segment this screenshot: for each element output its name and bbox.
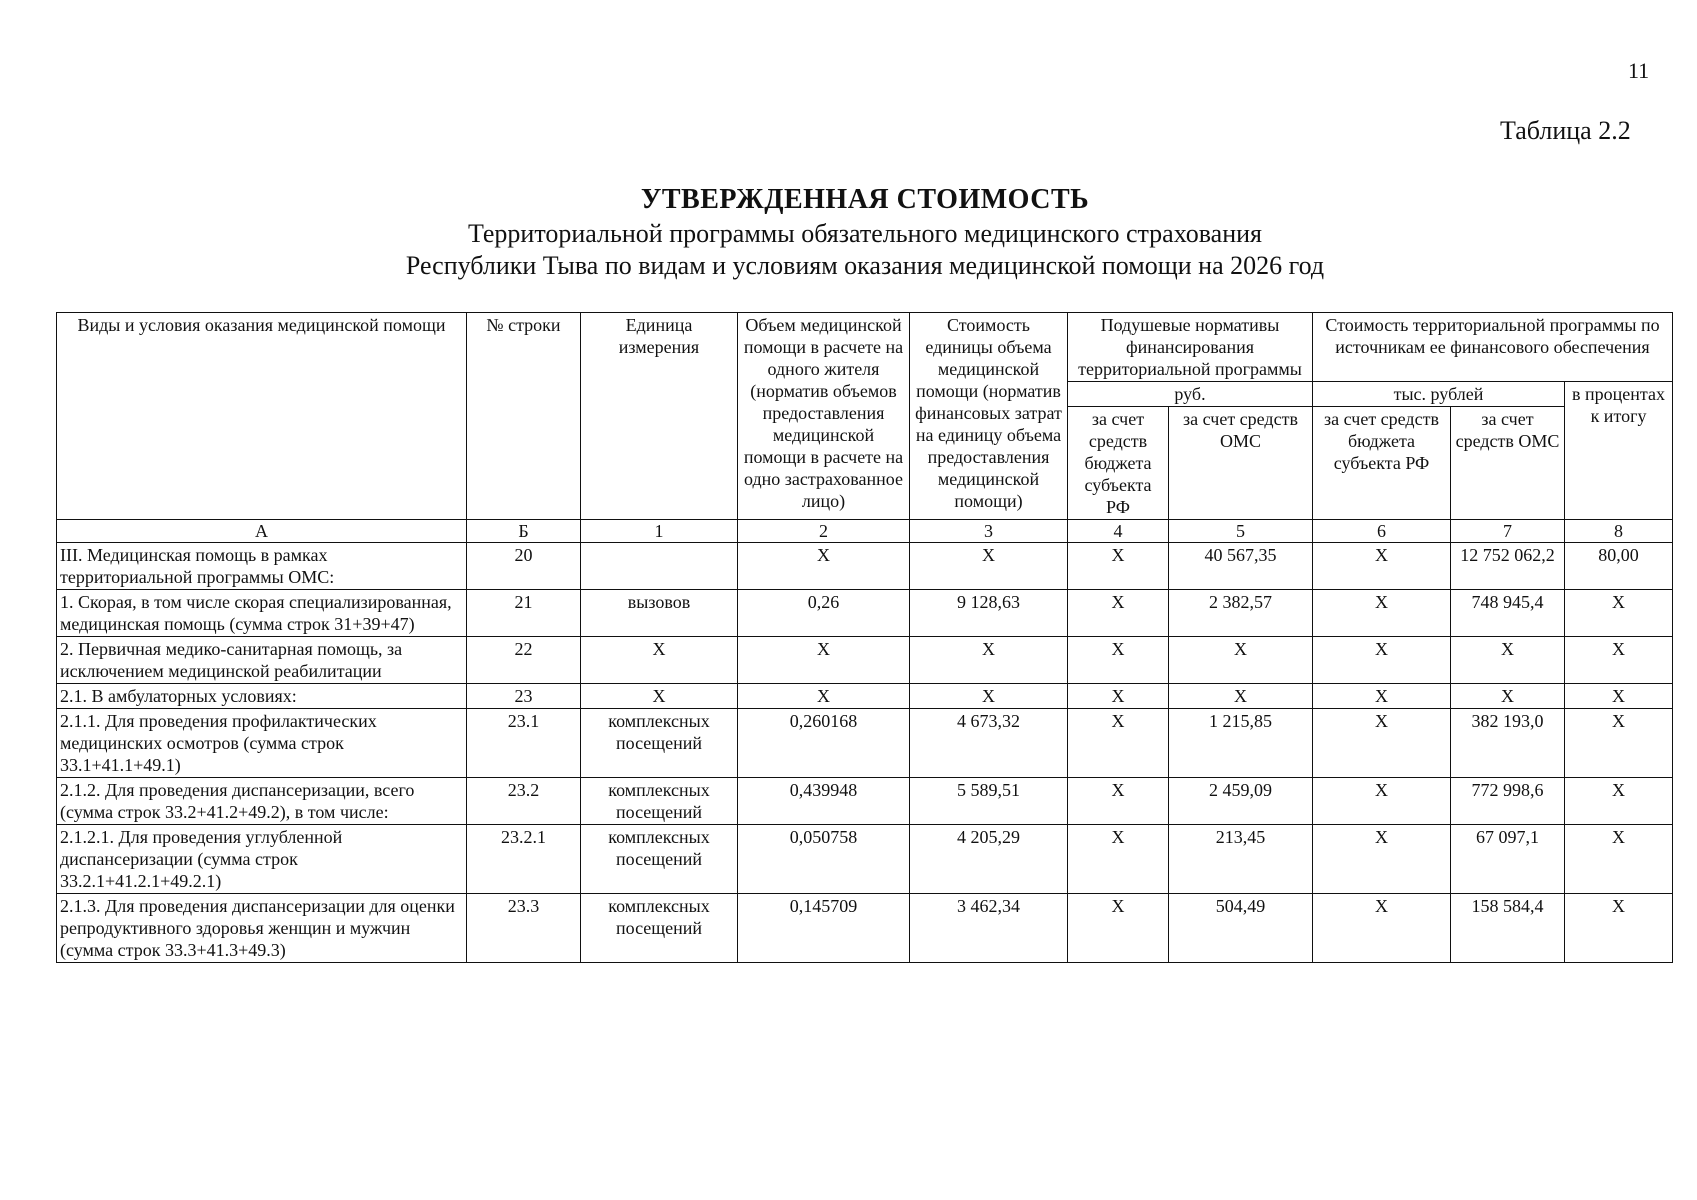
- header-unit: Единица измерения: [581, 313, 738, 520]
- cell-unit-cost: 3 462,34: [910, 894, 1068, 963]
- column-index: 6: [1313, 520, 1451, 543]
- cell-per-capita-budget: X: [1068, 590, 1169, 637]
- cell-program-budget: X: [1313, 825, 1451, 894]
- cell-row-number: 23.2: [467, 778, 581, 825]
- cell-volume: X: [738, 637, 910, 684]
- cell-volume: 0,145709: [738, 894, 910, 963]
- cell-row-number: 23.2.1: [467, 825, 581, 894]
- column-index: 2: [738, 520, 910, 543]
- cell-program-budget: X: [1313, 590, 1451, 637]
- table-row: [57, 894, 1673, 963]
- table-row: [57, 778, 1673, 825]
- cell-row-number: 23.3: [467, 894, 581, 963]
- column-index-row: [57, 520, 1673, 543]
- cell-unit: комплексных посещений: [581, 894, 738, 963]
- cell-per-capita-budget: X: [1068, 637, 1169, 684]
- cell-unit: X: [581, 684, 738, 709]
- cell-name: 2.1.2.1. Для проведения углубленной диспансеризации (сумма строк 33.2.1+41.2.1+49.2.1): [57, 825, 467, 894]
- cell-unit-cost: 9 128,63: [910, 590, 1068, 637]
- cost-table: [56, 312, 1673, 963]
- table-row: [57, 709, 1673, 778]
- cell-row-number: 21: [467, 590, 581, 637]
- header-per-capita-unit: руб.: [1068, 382, 1313, 407]
- cell-per-capita-budget: X: [1068, 778, 1169, 825]
- page-number: 11: [1628, 58, 1650, 83]
- header-per-capita-budget: за счет средств бюджета субъекта РФ: [1068, 407, 1169, 520]
- header-unit-cost: Стоимость единицы объема медицинской помощи (норматив финансовых затрат на единицу объема предоставления медицинской помощи): [910, 313, 1068, 520]
- cell-program-oms: 67 097,1: [1451, 825, 1565, 894]
- cell-program-oms: 748 945,4: [1451, 590, 1565, 637]
- cell-name: III. Медицинская помощь в рамках территориальной программы ОМС:: [57, 543, 467, 590]
- header-kind: Виды и условия оказания медицинской помощи: [57, 313, 467, 520]
- cell-percent: X: [1565, 894, 1673, 963]
- cell-name: 1. Скорая, в том числе скорая специализированная, медицинская помощь (сумма строк 31+39+47): [57, 590, 467, 637]
- cell-per-capita-oms: X: [1169, 684, 1313, 709]
- cell-percent: X: [1565, 684, 1673, 709]
- cell-per-capita-budget: X: [1068, 543, 1169, 590]
- cell-volume: 0,439948: [738, 778, 910, 825]
- cell-per-capita-oms: X: [1169, 637, 1313, 684]
- cell-unit: комплексных посещений: [581, 825, 738, 894]
- table-row: [57, 825, 1673, 894]
- document-title: УТВЕРЖДЕННАЯ СТОИМОСТЬ: [640, 184, 1090, 215]
- cell-per-capita-oms: 504,49: [1169, 894, 1313, 963]
- cell-program-oms: 382 193,0: [1451, 709, 1565, 778]
- header-program-cost-unit: тыс. рублей: [1313, 382, 1565, 407]
- cell-percent: 80,00: [1565, 543, 1673, 590]
- cell-program-budget: X: [1313, 778, 1451, 825]
- cell-program-oms: X: [1451, 684, 1565, 709]
- header-percent: в процентах к итогу: [1565, 382, 1673, 520]
- cell-volume: 0,26: [738, 590, 910, 637]
- cell-volume: X: [738, 684, 910, 709]
- header-program-cost: Стоимость территориальной программы по источникам ее финансового обеспечения: [1313, 313, 1673, 382]
- cell-program-oms: 12 752 062,2: [1451, 543, 1565, 590]
- cell-percent: X: [1565, 778, 1673, 825]
- cell-percent: X: [1565, 637, 1673, 684]
- header-row-number: № строки: [467, 313, 581, 520]
- cell-program-budget: X: [1313, 894, 1451, 963]
- document-subtitle-line2: Республики Тыва по видам и условиям оказания медицинской помощи на 2026 год: [405, 251, 1325, 280]
- table-row: [57, 637, 1673, 684]
- cell-unit-cost: 4 673,32: [910, 709, 1068, 778]
- cell-name: 2.1. В амбулаторных условиях:: [57, 684, 467, 709]
- cell-percent: X: [1565, 590, 1673, 637]
- cell-program-budget: X: [1313, 637, 1451, 684]
- column-index: 8: [1565, 520, 1673, 543]
- cell-unit-cost: X: [910, 637, 1068, 684]
- header-per-capita-oms: за счет средств ОМС: [1169, 407, 1313, 520]
- table-label: Таблица 2.2: [1500, 116, 1631, 145]
- document-subtitle-line1: Территориальной программы обязательного медицинского страхования: [468, 219, 1262, 248]
- cell-name: 2.1.1. Для проведения профилактических медицинских осмотров (сумма строк 33.1+41.1+49.1): [57, 709, 467, 778]
- cell-unit-cost: X: [910, 543, 1068, 590]
- cell-unit-cost: 5 589,51: [910, 778, 1068, 825]
- cell-row-number: 23.1: [467, 709, 581, 778]
- cell-unit-cost: X: [910, 684, 1068, 709]
- cell-volume: 0,260168: [738, 709, 910, 778]
- column-index: А: [57, 520, 467, 543]
- column-index: 4: [1068, 520, 1169, 543]
- column-index: 5: [1169, 520, 1313, 543]
- cell-unit: [581, 543, 738, 590]
- cell-name: 2.1.3. Для проведения диспансеризации для оценки репродуктивного здоровья женщин и мужчин (сумма строк 33.3+41.3+49.3): [57, 894, 467, 963]
- cell-program-oms: X: [1451, 637, 1565, 684]
- cell-name: 2. Первичная медико-санитарная помощь, за исключением медицинской реабилитации: [57, 637, 467, 684]
- cell-unit: X: [581, 637, 738, 684]
- document-heading: [0, 182, 1697, 282]
- cell-percent: X: [1565, 825, 1673, 894]
- cell-row-number: 22: [467, 637, 581, 684]
- header-per-capita: Подушевые нормативы финансирования территориальной программы: [1068, 313, 1313, 382]
- cell-per-capita-oms: 213,45: [1169, 825, 1313, 894]
- cell-program-oms: 158 584,4: [1451, 894, 1565, 963]
- cell-row-number: 20: [467, 543, 581, 590]
- cell-volume: 0,050758: [738, 825, 910, 894]
- table-row: [57, 543, 1673, 590]
- cell-unit: комплексных посещений: [581, 778, 738, 825]
- cell-row-number: 23: [467, 684, 581, 709]
- cell-unit: комплексных посещений: [581, 709, 738, 778]
- cell-per-capita-oms: 2 459,09: [1169, 778, 1313, 825]
- cell-per-capita-oms: 40 567,35: [1169, 543, 1313, 590]
- cell-percent: X: [1565, 709, 1673, 778]
- cell-program-oms: 772 998,6: [1451, 778, 1565, 825]
- cell-per-capita-oms: 2 382,57: [1169, 590, 1313, 637]
- cell-per-capita-budget: X: [1068, 709, 1169, 778]
- header-program-budget: за счет средств бюджета субъекта РФ: [1313, 407, 1451, 520]
- column-index: 1: [581, 520, 738, 543]
- cell-per-capita-budget: X: [1068, 825, 1169, 894]
- header-volume: Объем медицинской помощи в расчете на одного жителя (норматив объемов предоставления медицинской помощи в расчете на одно застрахованное лицо): [738, 313, 910, 520]
- cell-program-budget: X: [1313, 709, 1451, 778]
- cell-name: 2.1.2. Для проведения диспансеризации, всего (сумма строк 33.2+41.2+49.2), в том числе:: [57, 778, 467, 825]
- column-index: Б: [467, 520, 581, 543]
- table-row: [57, 684, 1673, 709]
- cell-per-capita-oms: 1 215,85: [1169, 709, 1313, 778]
- cell-volume: X: [738, 543, 910, 590]
- cell-per-capita-budget: X: [1068, 894, 1169, 963]
- cell-per-capita-budget: X: [1068, 684, 1169, 709]
- cell-unit-cost: 4 205,29: [910, 825, 1068, 894]
- cell-unit: вызовов: [581, 590, 738, 637]
- column-index: 7: [1451, 520, 1565, 543]
- column-index: 3: [910, 520, 1068, 543]
- cell-program-budget: X: [1313, 543, 1451, 590]
- table-row: [57, 590, 1673, 637]
- header-program-oms: за счет средств ОМС: [1451, 407, 1565, 520]
- cell-program-budget: X: [1313, 684, 1451, 709]
